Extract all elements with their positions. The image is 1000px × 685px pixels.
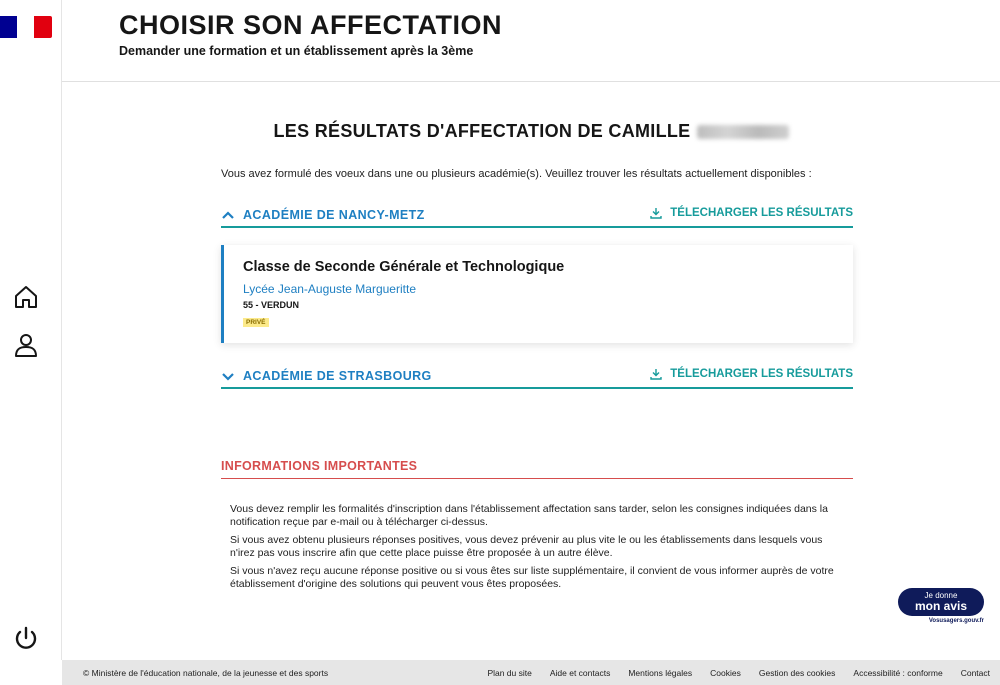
logo-white-band bbox=[17, 16, 34, 38]
result-card bbox=[221, 245, 853, 343]
info-paragraph: Si vous avez obtenu plusieurs réponses positives, vous devez prévenir au plus vite le ou les établissements dans lesquels vous n'irez pas vous inscrire afin que cette place puisse être proposée à un autre élève. bbox=[230, 534, 823, 559]
footer-link-gestion-cookies[interactable]: Gestion des cookies bbox=[758, 668, 836, 678]
main-content bbox=[62, 83, 1000, 660]
home-icon[interactable] bbox=[12, 283, 40, 311]
footer bbox=[62, 660, 1000, 685]
academy-name[interactable]: ACADÉMIE DE NANCY-METZ bbox=[243, 208, 425, 222]
download-label: TÉLECHARGER LES RÉSULTATS bbox=[670, 207, 853, 219]
give-feedback-button[interactable] bbox=[898, 588, 984, 616]
page-title: CHOISIR SON AFFECTATION bbox=[119, 10, 502, 40]
info-paragraph: Vous devez remplir les formalités d'inscription dans l'établissement affectation sans tarder, selon les consignes indiquées dans la notification reçue par e-mail ou à télécharger ci-dessus. bbox=[230, 503, 828, 528]
academy-nancy-metz bbox=[221, 206, 853, 228]
power-icon[interactable] bbox=[12, 625, 40, 653]
info-title: INFORMATIONS IMPORTANTES bbox=[221, 459, 853, 479]
footer-link-contact[interactable]: Contact bbox=[960, 668, 990, 678]
logo-red-band bbox=[34, 16, 52, 38]
academy-strasbourg bbox=[221, 367, 853, 389]
footer-link-cookies[interactable]: Cookies bbox=[710, 668, 741, 678]
download-results-button[interactable] bbox=[650, 207, 853, 219]
chevron-down-icon[interactable] bbox=[221, 369, 235, 383]
info-paragraph: Si vous n'avez reçu aucune réponse positive ou si vous êtes sur liste supplémentaire, il convient de vous informer auprès de votre établissement d'origine des solutions qui peuvent vous êtes proposées. bbox=[230, 565, 834, 590]
academy-name[interactable]: ACADÉMIE DE STRASBOURG bbox=[243, 369, 432, 383]
results-title bbox=[62, 121, 1000, 142]
footer-link-plan[interactable]: Plan du site bbox=[487, 668, 532, 678]
footer-links bbox=[487, 668, 990, 678]
sidebar bbox=[0, 0, 62, 660]
info-text bbox=[230, 503, 840, 596]
page-header bbox=[62, 0, 1000, 82]
download-results-button[interactable] bbox=[650, 368, 853, 380]
feedback-widget bbox=[898, 588, 984, 628]
feedback-source: Vosusagers.gouv.fr bbox=[928, 618, 984, 624]
chevron-up-icon[interactable] bbox=[221, 208, 235, 222]
footer-copyright: © Ministère de l'éducation nationale, de la jeunesse et des sports bbox=[83, 668, 329, 678]
download-label: TÉLECHARGER LES RÉSULTATS bbox=[670, 368, 853, 380]
footer-link-mentions[interactable]: Mentions légales bbox=[628, 668, 693, 678]
feedback-line2: mon avis bbox=[914, 599, 968, 613]
status-badge: PRIVÉ bbox=[243, 318, 269, 327]
results-intro: Vous avez formulé des voeux dans une ou plusieurs académie(s). Veuillez trouver les résultats actuellement disponibles : bbox=[221, 168, 812, 180]
blurred-surname bbox=[697, 125, 789, 139]
download-icon bbox=[650, 207, 662, 219]
republique-logo[interactable] bbox=[0, 16, 52, 38]
footer-link-accessibilite[interactable]: Accessibilité : conforme bbox=[853, 668, 943, 678]
user-icon[interactable] bbox=[12, 331, 40, 359]
results-title-text: LES RÉSULTATS D'AFFECTATION DE CAMILLE bbox=[273, 121, 691, 141]
formation-title: Classe de Seconde Générale et Technologique bbox=[243, 259, 565, 275]
feedback-line1: Je donne bbox=[924, 591, 958, 600]
footer-link-aide[interactable]: Aide et contacts bbox=[549, 668, 611, 678]
download-icon bbox=[650, 368, 662, 380]
lycee-link[interactable]: Lycée Jean-Auguste Margueritte bbox=[243, 282, 416, 296]
department-city: 55 - VERDUN bbox=[243, 300, 300, 310]
logo-blue-band bbox=[0, 16, 17, 38]
page-subtitle: Demander une formation et un établissement après la 3ème bbox=[119, 44, 474, 58]
